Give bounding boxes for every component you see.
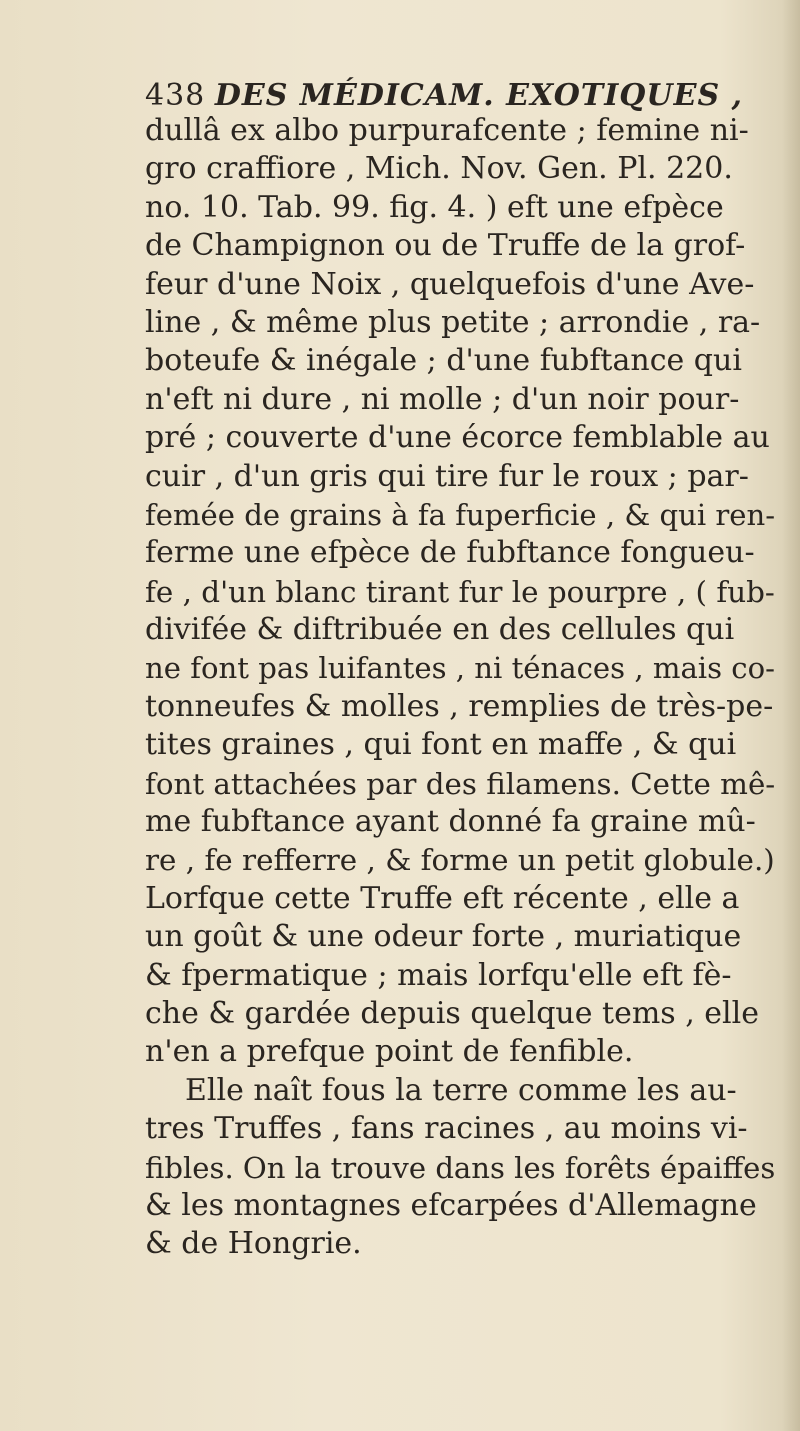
text-line: divifée & diftribuée en des cellules qui (145, 612, 735, 648)
text-line: & de Hongrie. (145, 1226, 362, 1262)
text-line: no. 10. Tab. 99. fig. 4. ) eft une efpèce (145, 189, 724, 225)
text-line: cuir , d'un gris qui tire fur le roux ; par- (145, 458, 749, 494)
body-text (145, 112, 776, 1264)
text-line: & les montagnes efcarpées d'Allemagne (145, 1187, 757, 1223)
page-number: 438 (145, 78, 206, 113)
text-line: dullâ ex albo purpurafcente ; femine ni- (145, 113, 749, 148)
text-line: n'eft ni dure , ni molle ; d'un noir pour- (145, 381, 740, 417)
text-line: ne font pas luifantes , ni ténaces , mais co- (145, 651, 775, 686)
text-line: femée de grains à fa fuperficie , & qui ren- (145, 497, 776, 532)
text-line: de Champignon ou de Truffe de la grof- (145, 228, 746, 264)
text-line: n'en a prefque point de fenfible. (145, 1034, 634, 1070)
text-line: Lorfque cette Truffe eft récente , elle a (145, 880, 740, 916)
text-line: pré ; couverte d'une écorce femblable au (145, 420, 770, 456)
text-line: gro craffiore , Mich. Nov. Gen. Pl. 220. (145, 151, 733, 187)
paragraph-start-line: Elle naît fous la terre comme les au- (185, 1072, 737, 1108)
text-line: fibles. On la trouve dans les forêts épaiffes (145, 1150, 776, 1185)
text-line: & fpermatique ; mais lorfqu'elle eft fè- (145, 957, 732, 993)
page-edge-shadow (782, 0, 800, 1431)
text-line: fe , d'un blanc tirant fur le pourpre , ( fub- (145, 574, 775, 609)
running-title: DES MÉDICAM. EXOTIQUES , (214, 78, 743, 113)
text-line: me fubftance ayant donné fa graine mû- (145, 804, 756, 840)
text-line: boteufe & inégale ; d'une fubftance qui (145, 343, 742, 379)
text-line: feur d'une Noix , quelquefois d'une Ave- (145, 266, 755, 302)
text-line: ferme une efpèce de fubftance fongueu- (145, 535, 755, 571)
text-line: line , & même plus petite ; arrondie , ra- (145, 304, 761, 340)
text-line: tonneufes & molles , remplies de très-pe- (145, 688, 774, 724)
text-line: un goût & une odeur forte , muriatique (145, 919, 742, 955)
text-line: tres Truffes , fans racines , au moins vi- (145, 1111, 748, 1147)
text-line: font attachées par des filamens. Cette mê- (145, 766, 776, 801)
text-line: che & gardée depuis quelque tems , elle (145, 995, 759, 1031)
page-header (145, 76, 765, 116)
text-line: tites graines , qui font en maffe , & qui (145, 727, 737, 763)
text-line: re , fe refferre , & forme un petit globule.) (145, 843, 775, 878)
